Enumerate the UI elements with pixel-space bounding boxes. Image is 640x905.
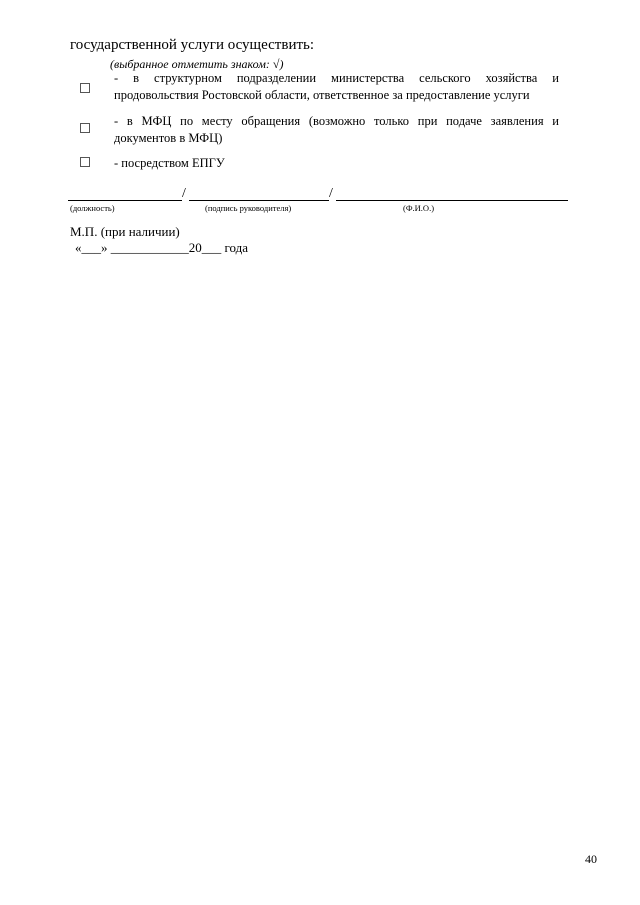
stamp-note: М.П. (при наличии) xyxy=(70,224,180,239)
separator-slash: / xyxy=(182,186,186,201)
checkbox-structural-division[interactable] xyxy=(80,83,90,93)
option-mfc-line2: документов в МФЦ) xyxy=(114,131,223,145)
position-line xyxy=(68,200,182,201)
option-structural-line1: - в структурном подразделении министерства сельского хозяйства и xyxy=(114,71,559,85)
option-epgu-line1: - посредством ЕПГУ xyxy=(114,156,225,170)
option-mfc-line1: - в МФЦ по месту обращения (возможно только при подаче заявления и xyxy=(114,114,559,128)
page-number: 40 xyxy=(585,852,597,866)
separator-slash: / xyxy=(329,186,333,201)
selection-hint: (выбранное отметить знаком: √) xyxy=(110,57,284,71)
date-line: «___» ____________20___ года xyxy=(75,240,249,255)
signature-line xyxy=(189,200,329,201)
checkbox-mfc[interactable] xyxy=(80,123,90,133)
section-heading: государственной услуги осуществить: xyxy=(70,37,315,53)
option-structural-line2: продовольствия Ростовской области, ответственное за предоставление услуги xyxy=(114,88,530,102)
position-label: (должность) xyxy=(70,203,115,213)
signature-label: (подпись руководителя) xyxy=(205,203,292,213)
checkbox-epgu[interactable] xyxy=(80,157,90,167)
name-label: (Ф.И.О.) xyxy=(403,203,435,213)
name-line xyxy=(336,200,568,201)
